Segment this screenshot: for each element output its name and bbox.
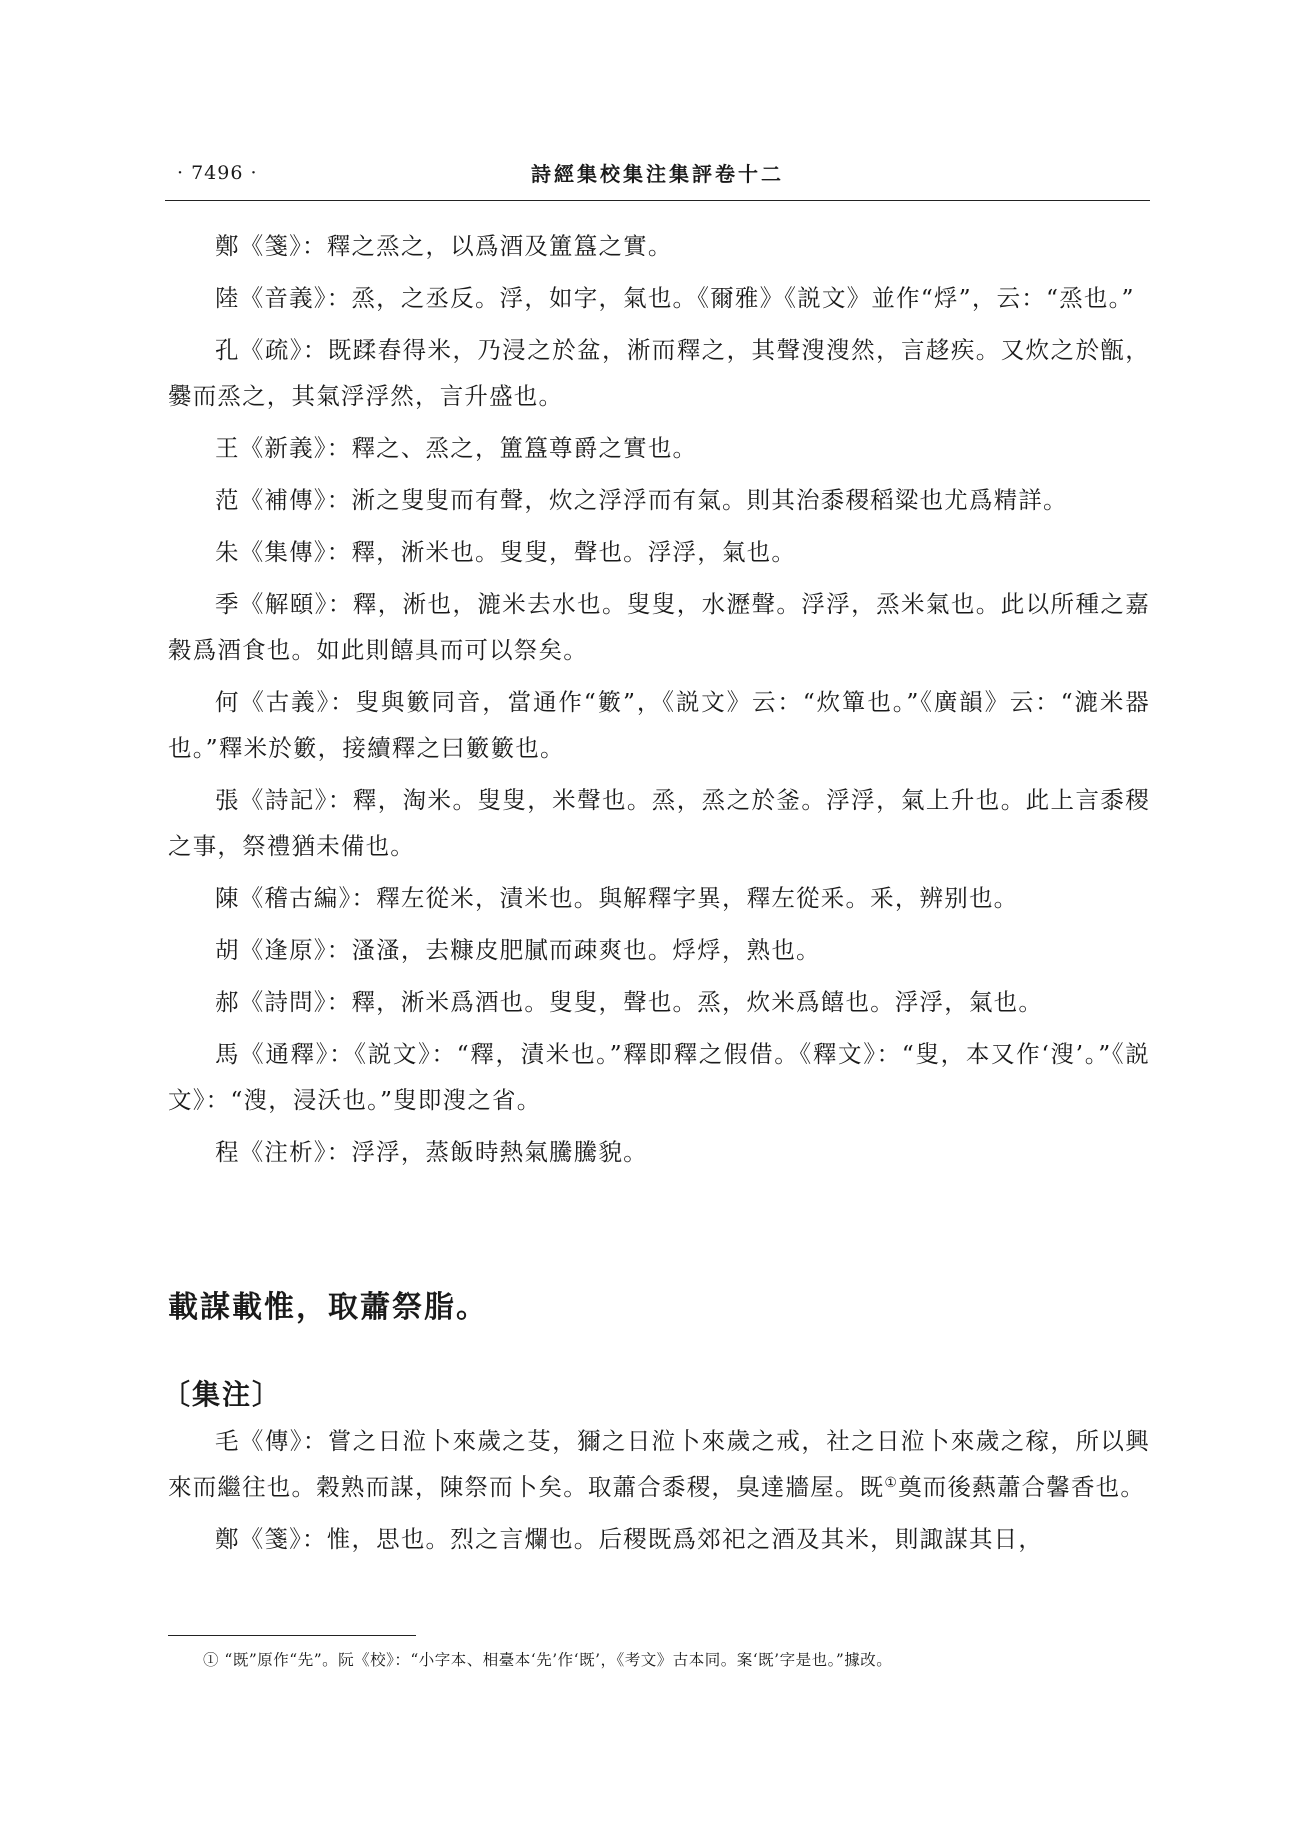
- paragraph-text: 奠而後爇蕭合馨香也。: [898, 1473, 1146, 1501]
- footnote-rule: [168, 1635, 416, 1636]
- paragraph-text: 鄭《箋》：惟，思也。烈之言爛也。后稷既爲郊祀之酒及其米，則諏謀其日，: [215, 1525, 1044, 1553]
- commentary-paragraph: 胡《逢原》：溞溞，去糠皮肥膩而疎爽也。烰烰，熟也。: [215, 936, 821, 964]
- commentary-paragraph: 張《詩記》：釋，淘米。叟叟，米聲也。烝，烝之於釜。浮浮，氣上升也。此上言黍稷之事，祭禮猶未備也。: [168, 786, 1150, 860]
- commentary-paragraph: 陳《稽古編》：釋左從米，漬米也。與解釋字異，釋左從釆。釆，辨别也。: [215, 884, 1019, 912]
- commentary-paragraph: [168, 1418, 1150, 1510]
- header-rule: [165, 200, 1150, 201]
- commentary-paragraph: 馬《通釋》：《説文》：“釋，漬米也。”釋即釋之假借。《釋文》：“叟，本又作‘溲’。”《説文》：“溲，浸沃也。”叟即溲之省。: [168, 1040, 1150, 1114]
- page-number: · 7496 ·: [177, 162, 258, 184]
- commentary-paragraph: 程《注析》：浮浮，蒸飯時熱氣騰騰貌。: [215, 1138, 648, 1166]
- page-header: [165, 158, 1150, 192]
- commentary-paragraph: 王《新義》：釋之、烝之，簠簋尊爵之實也。: [215, 434, 698, 462]
- footnote: ① “既”原作“先”。阮《校》：“小字本、相臺本‘先’作‘既’，《考文》古本同。案‘既’字是也。”據改。: [203, 1651, 893, 1669]
- commentary-paragraph: 朱《集傳》：釋，淅米也。叟叟，聲也。浮浮，氣也。: [215, 538, 797, 566]
- commentary-block-top: [168, 223, 1150, 1181]
- commentary-paragraph: 孔《疏》：既蹂舂得米，乃浸之於盆，淅而釋之，其聲溲溲然，言趍疾。又炊之於甑，爨而烝之，其氣浮浮然，言升盛也。: [168, 336, 1150, 410]
- footnote-marker: ①: [884, 1475, 899, 1491]
- section-heading: 〔集注〕: [162, 1378, 283, 1411]
- commentary-paragraph: 陸《音義》：烝，之丞反。浮，如字，氣也。《爾雅》《説文》並作“烰”，云：“烝也。”: [215, 284, 1135, 312]
- paragraph-text: 毛《傳》：嘗之日涖卜來歲之芟，獮之日涖卜來歲之戒，社之日涖卜來歲之稼，所以興來而繼往也。穀熟而謀，陳祭而卜矣。取蕭合黍稷，臭達牆屋。既: [168, 1427, 1150, 1501]
- commentary-block-bottom: [168, 1418, 1150, 1568]
- commentary-paragraph: 鄭《箋》：釋之烝之，以爲酒及簠簋之實。: [215, 232, 673, 260]
- running-title: 詩經集校集注集評卷十二: [531, 162, 784, 186]
- verse-line: 載謀載惟，取蕭祭脂。: [168, 1290, 488, 1325]
- commentary-paragraph: [168, 1516, 1150, 1562]
- commentary-paragraph: 范《補傳》：淅之叟叟而有聲，炊之浮浮而有氣。則其治黍稷稻粱也尤爲精詳。: [215, 486, 1068, 514]
- commentary-paragraph: 何《古義》：叟與籔同音，當通作“籔”，《説文》云：“炊簞也。”《廣韻》云：“漉米器也。”釋米於籔，接續釋之曰籔籔也。: [168, 688, 1150, 762]
- commentary-paragraph: 郝《詩問》：釋，淅米爲酒也。叟叟，聲也。烝，炊米爲饎也。浮浮，氣也。: [215, 988, 1044, 1016]
- commentary-paragraph: 季《解頤》：釋，淅也，漉米去水也。叟叟，水瀝聲。浮浮，烝米氣也。此以所種之嘉穀爲酒食也。如此則饎具而可以祭矣。: [168, 590, 1150, 664]
